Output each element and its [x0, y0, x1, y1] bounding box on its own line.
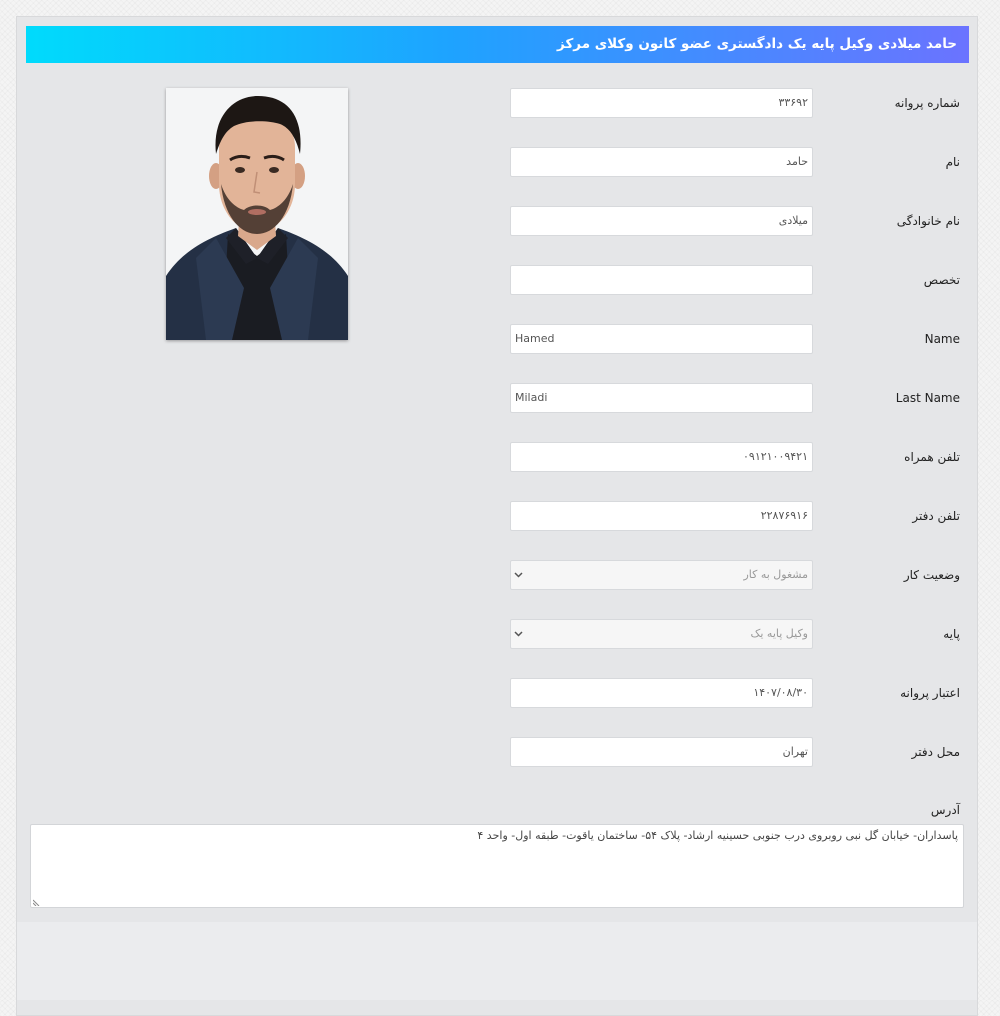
field-value: تهران: [782, 745, 808, 758]
field-value: Hamed: [515, 332, 555, 345]
form-row: [0, 383, 1000, 413]
field-value: وکیل پایه یک: [750, 627, 808, 640]
field-value: Miladi: [515, 391, 548, 404]
text-field[interactable]: [510, 737, 813, 767]
field-label: Name: [924, 332, 960, 346]
field-label: نام: [945, 155, 960, 169]
form-row: [0, 442, 1000, 472]
form-row: [0, 88, 1000, 118]
form-row: [0, 678, 1000, 708]
text-field[interactable]: [510, 324, 813, 354]
field-label: اعتبار پروانه: [900, 686, 960, 700]
text-field[interactable]: [510, 265, 813, 295]
field-value: مشغول به کار: [743, 568, 808, 581]
chevron-down-icon: [514, 561, 524, 589]
select-field[interactable]: [510, 619, 813, 649]
field-label: محل دفتر: [911, 745, 960, 759]
address-label: آدرس: [930, 803, 960, 817]
form-row: [0, 737, 1000, 767]
field-value: ۳۳۶۹۲: [778, 96, 808, 109]
resize-grip-icon[interactable]: [33, 898, 41, 906]
field-label: تلفن همراه: [904, 450, 960, 464]
chevron-down-icon: [514, 620, 524, 648]
field-value: حامد: [786, 155, 808, 168]
text-field[interactable]: [510, 206, 813, 236]
select-field[interactable]: [510, 560, 813, 590]
form-row: [0, 147, 1000, 177]
form-row: [0, 501, 1000, 531]
field-value: ۲۲۸۷۶۹۱۶: [760, 509, 808, 522]
address-textarea[interactable]: [30, 824, 964, 908]
field-label: وضعیت کار: [903, 568, 960, 582]
form-row: [0, 206, 1000, 236]
text-field[interactable]: [510, 88, 813, 118]
text-field[interactable]: [510, 678, 813, 708]
profile-header-bar: [26, 26, 969, 63]
field-value: ۱۴۰۷/۰۸/۳۰: [753, 686, 808, 699]
form-row: [0, 619, 1000, 649]
text-field[interactable]: [510, 501, 813, 531]
address-text: پاسداران- خیابان گل نبی روبروی درب جنوبی حسینیه ارشاد- پلاک ۵۴- ساختمان یاقوت- طبقه اول- واحد ۴: [477, 829, 958, 842]
form-row: [0, 265, 1000, 295]
panel-footer-area: [16, 922, 978, 1000]
text-field[interactable]: [510, 147, 813, 177]
field-label: Last Name: [895, 391, 960, 405]
field-label: نام خانوادگی: [896, 214, 960, 228]
form-row: [0, 560, 1000, 590]
field-label: پایه: [943, 627, 960, 641]
page-title: حامد میلادی وکیل پایه یک دادگستری عضو کانون وکلای مرکز: [557, 36, 957, 52]
field-value: میلادی: [778, 214, 808, 227]
form-row: [0, 324, 1000, 354]
field-label: شماره پروانه: [894, 96, 960, 110]
field-value: ۰۹۱۲۱۰۰۹۴۲۱: [743, 450, 808, 463]
text-field[interactable]: [510, 383, 813, 413]
field-label: تلفن دفتر: [912, 509, 960, 523]
field-label: تخصص: [923, 273, 960, 287]
text-field[interactable]: [510, 442, 813, 472]
